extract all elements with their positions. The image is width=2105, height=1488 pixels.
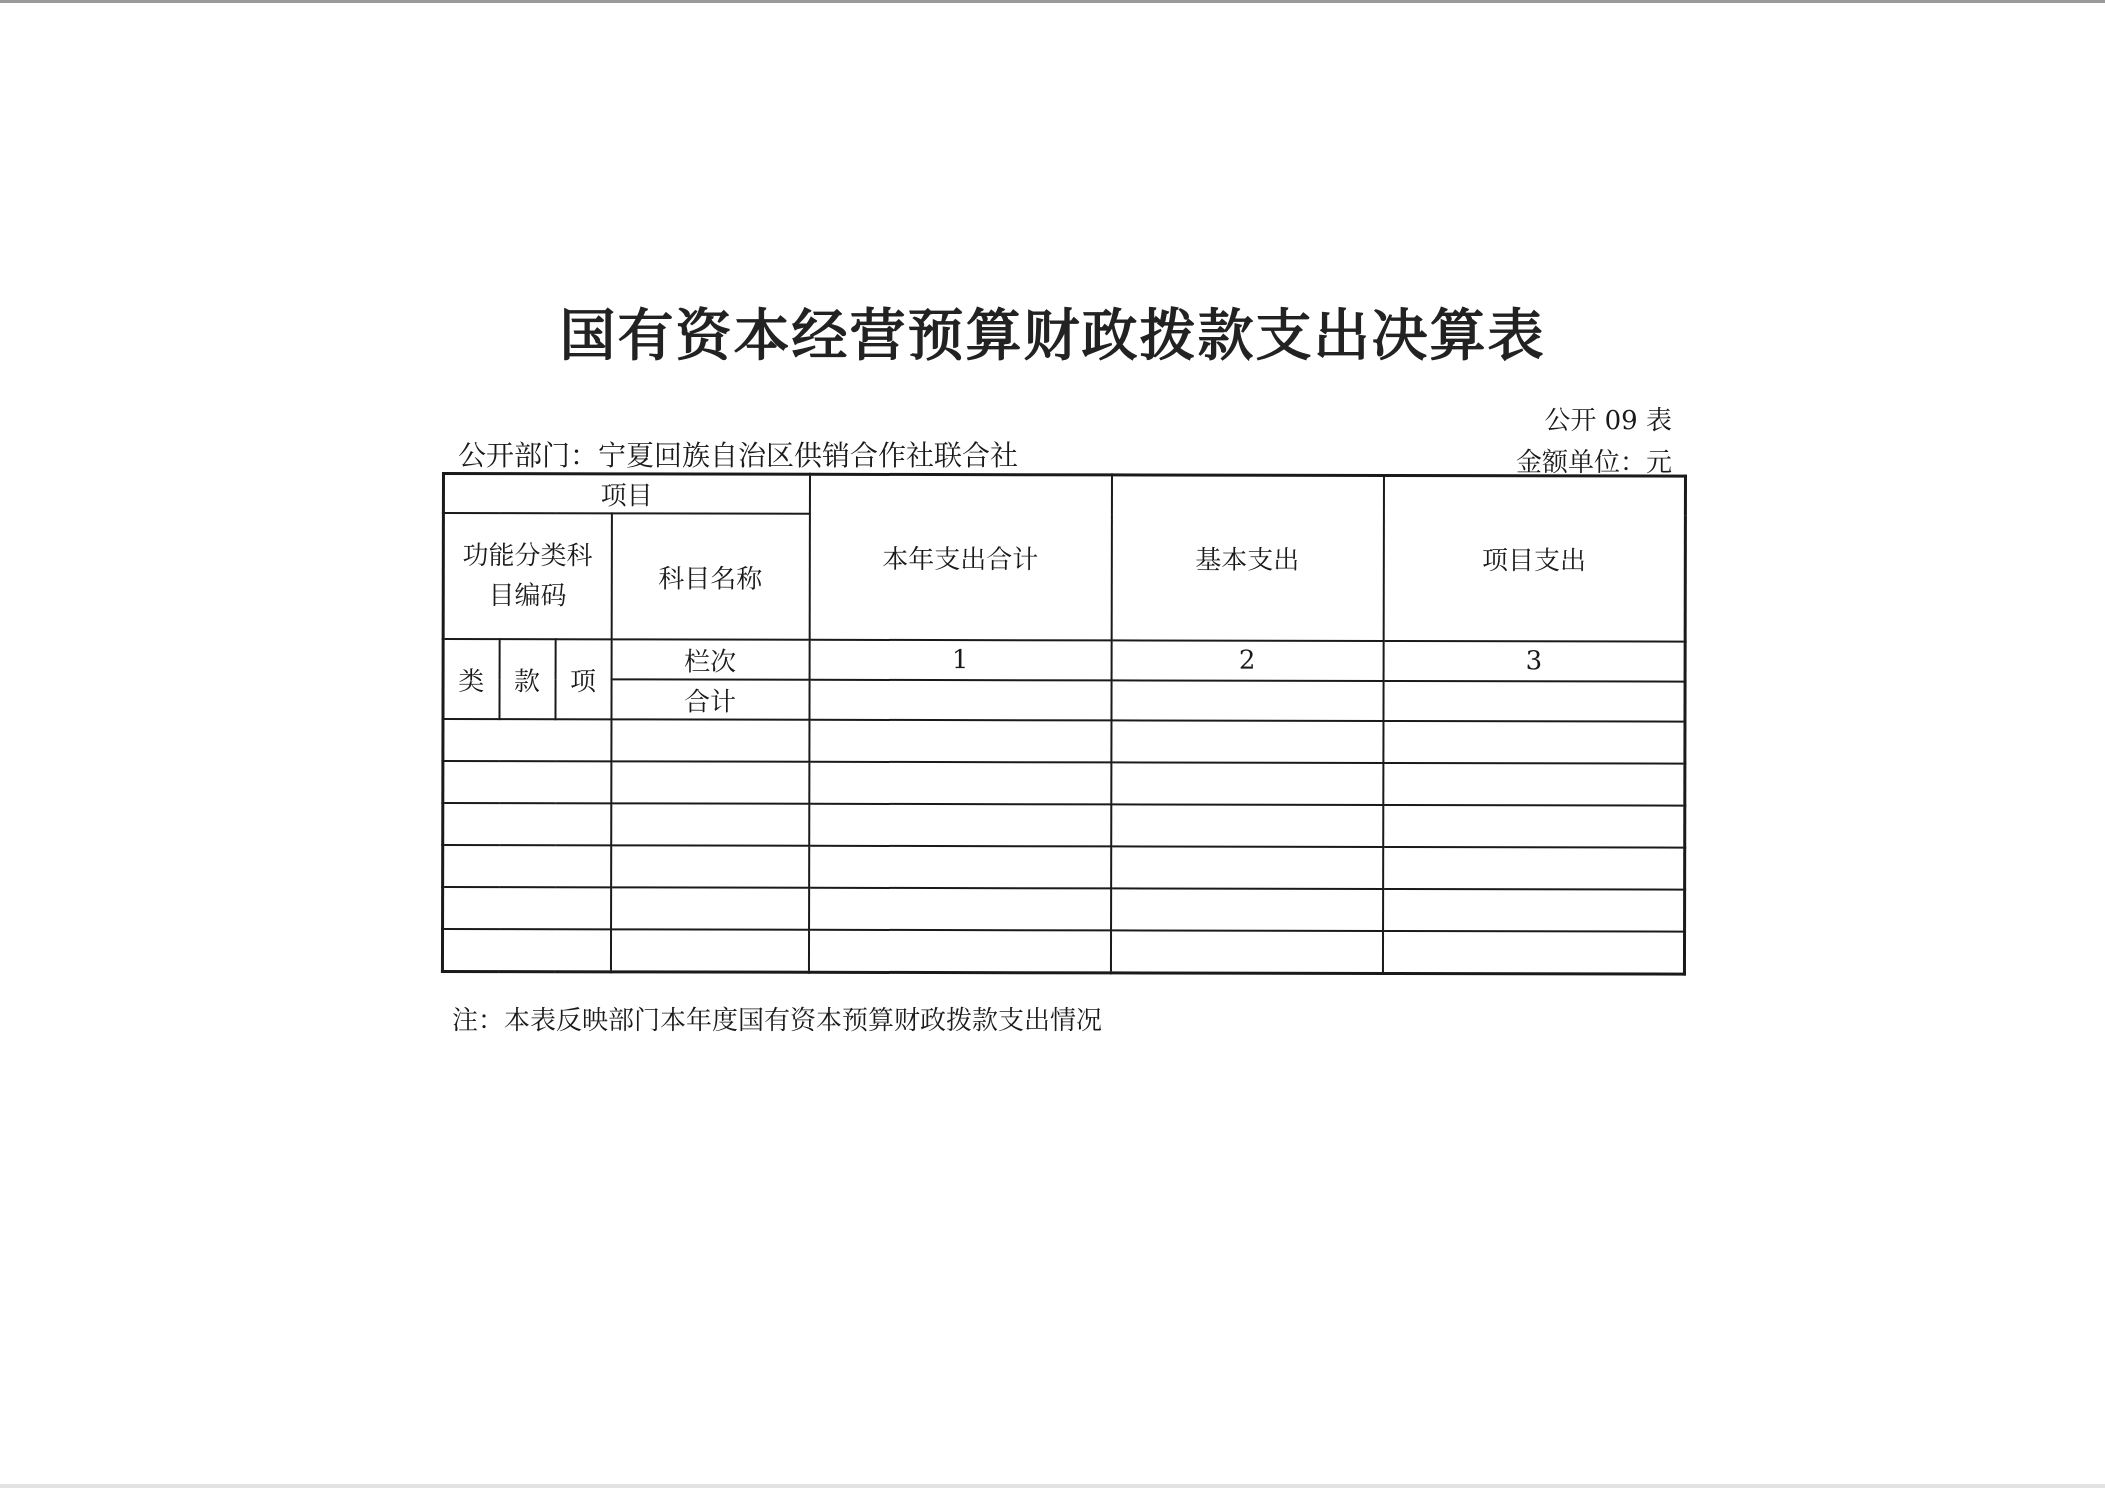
total-cell	[1383, 681, 1685, 722]
amount-cell	[1111, 846, 1383, 889]
amount-cell	[1383, 763, 1685, 806]
total-cell	[1111, 680, 1383, 721]
amount-cell	[1383, 805, 1685, 848]
document-title: 国有资本经营预算财政拨款支出决算表	[559, 303, 1546, 369]
column-header-total: 本年支出合计	[809, 474, 1111, 640]
category-header: 类	[443, 639, 499, 719]
column-index-label: 栏次	[611, 639, 809, 679]
budget-table-wrapper	[441, 472, 1687, 976]
amount-cell	[1111, 762, 1383, 805]
name-cell	[611, 803, 809, 845]
form-number: 公开 09 表	[1544, 406, 1672, 436]
scan-bottom-edge	[0, 1484, 2105, 1488]
amount-cell	[1383, 721, 1685, 764]
item-header: 项	[555, 639, 611, 719]
name-cell	[611, 761, 809, 803]
code-cell	[443, 803, 611, 845]
column-number-2: 2	[1111, 640, 1383, 681]
amount-cell	[809, 720, 1111, 763]
amount-cell	[809, 846, 1111, 889]
amount-cell	[809, 804, 1111, 847]
table-row	[443, 845, 1685, 890]
table-row	[443, 887, 1685, 932]
total-label: 合计	[611, 679, 809, 719]
column-header-project: 项目支出	[1383, 475, 1685, 641]
code-cell	[442, 929, 610, 972]
amount-unit: 金额单位：元	[1515, 448, 1672, 478]
amount-cell	[809, 762, 1111, 805]
code-cell	[443, 719, 611, 761]
name-cell	[610, 929, 808, 972]
function-code-header	[443, 513, 611, 639]
column-number-3: 3	[1383, 641, 1685, 682]
table-row	[443, 761, 1685, 806]
amount-cell	[1111, 720, 1383, 763]
name-cell	[611, 845, 809, 887]
amount-cell	[1383, 847, 1685, 890]
function-code-header-line1: 功能分类科	[462, 541, 593, 572]
total-cell	[809, 680, 1111, 721]
budget-table	[441, 472, 1687, 976]
scan-top-edge	[0, 0, 2105, 3]
amount-cell	[1383, 889, 1685, 932]
subject-name-header: 科目名称	[611, 513, 809, 639]
section-header: 款	[499, 639, 555, 719]
project-header: 项目	[443, 474, 809, 514]
name-cell	[611, 887, 809, 929]
footnote: 注：本表反映部门本年度国有资本预算财政拨款支出情况	[452, 1006, 1103, 1036]
department-label: 公开部门：宁夏回族自治区供销合作社联合社	[458, 439, 1019, 472]
amount-cell	[1110, 930, 1382, 973]
table-row	[443, 719, 1685, 764]
column-number-1: 1	[809, 640, 1111, 681]
amount-cell	[1382, 931, 1684, 974]
code-cell	[443, 761, 611, 803]
amount-cell	[1111, 804, 1383, 847]
code-cell	[443, 887, 611, 929]
table-row	[442, 929, 1684, 974]
amount-cell	[1111, 888, 1383, 931]
function-code-header-line2: 目编码	[488, 581, 567, 612]
table-row	[443, 803, 1685, 848]
code-cell	[443, 845, 611, 887]
column-header-basic: 基本支出	[1111, 475, 1383, 641]
amount-cell	[808, 930, 1110, 973]
name-cell	[611, 719, 809, 761]
amount-cell	[809, 888, 1111, 931]
